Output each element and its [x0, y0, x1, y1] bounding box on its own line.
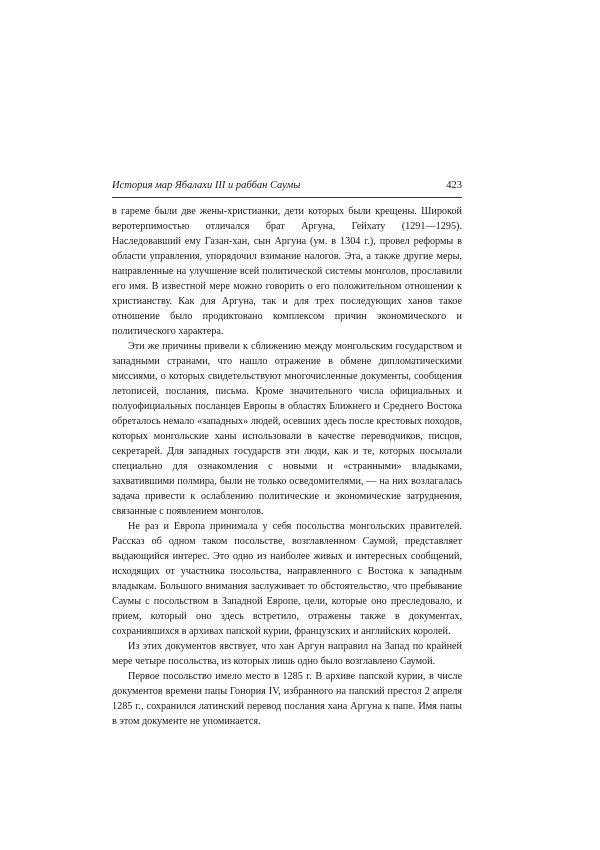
paragraph: Из этих документов явствует, что хан Аргун направил на Запад по крайней мере четыре посольства, из которых лишь одно было возглавлено Саумой.	[112, 641, 462, 667]
page-number: 423	[446, 180, 462, 191]
paragraph: в гареме были две жены-христианки, дети которых были крещены. Широкой веротерпимостью отличался брат Аргуна, Гейхату (1291—1295). Наследовавший ему Газан-хан, сын Аргуна (ум. в 1304 г.), провел реформы в области управления, упорядочил взимание налогов. Эта, а также другие меры, направленные на улучшение всей политической системы монголов, прославили его имя. В известной мере можно говорить о его положительном отношении к христианству. Как для Аргуна, так и для трех последующих ханов такое отношение было продиктовано комплексом причин экономического и политического характера.	[112, 206, 462, 337]
paragraph: Первое посольство имело место в 1285 г. В архиве папской курии, в числе документов времени папы Гонория IV, избранного на папский престол 2 апреля 1285 г., сохранился латинский перевод послания хана Аргуна к папе. Имя папы в этом документе не упоминается.	[112, 671, 462, 727]
paragraph: Эти же причины привели к сближению между монгольским государством и западными странами, что нашло отражение в обмене дипломатическими миссиями, о которых свидетельствуют многочисленные документы, сообщения летописей, послания, письма. Кроме значительного числа официальных и полуофициальных посланцев Европы в областях Ближнего и Среднего Востока обреталось немало «западных» людей, осевших здесь после крестовых походов, которых монгольские ханы использовали в качестве переводчиков, писцов, секретарей. Для западных государств эти люди, как и те, которых посылали специально для ознакомления с новыми и «странными» владыками, захватившими полмира, были не только осведомителями, — на них возлагалась задача привести к ослаблению политические и экономические затруднения, связанные с появлением монголов.	[112, 341, 462, 517]
running-title: История мар Ябалахи III и раббан Саумы	[112, 180, 301, 191]
running-header	[112, 175, 462, 198]
paragraph: Не раз и Европа принимала у себя посольства монгольских правителей. Рассказ об одном таком посольстве, возглавленном Саумой, представляет выдающийся интерес. Это одно из наиболее живых и интересных сообщений, исходящих от участника посольства, направленного с Востока к западным владыкам. Большого внимания заслуживает то обстоятельство, что пребывание Саумы с посольством в Западной Европе, цели, которые оно преследовало, и прием, который оно здесь встретило, отражены также в документах, сохранившихся в архивах папской курии, французских и английских королей.	[112, 521, 462, 637]
body-text	[112, 204, 462, 729]
